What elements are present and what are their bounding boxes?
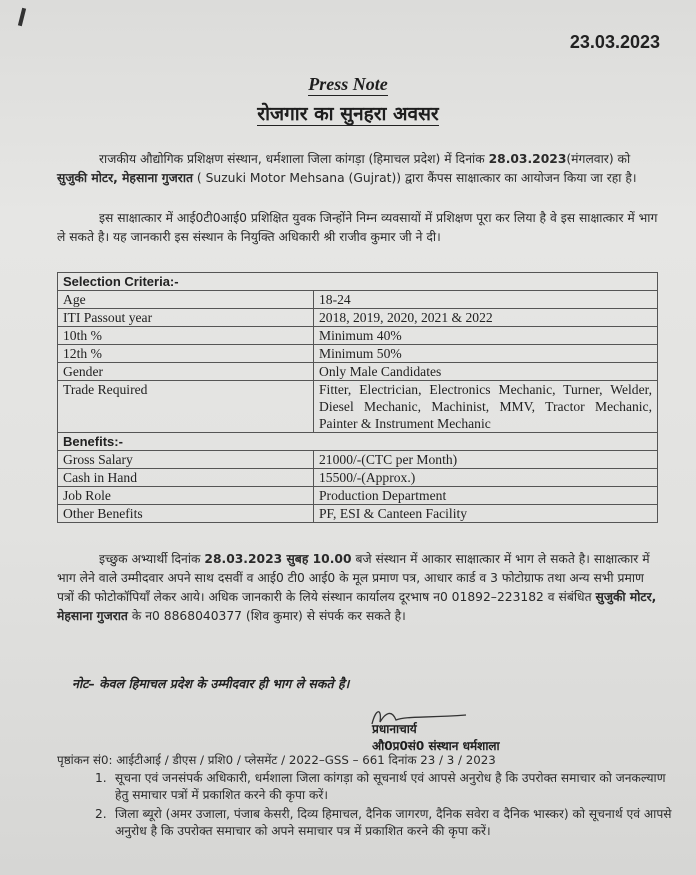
pen-mark xyxy=(18,8,26,26)
table-row xyxy=(58,469,658,487)
row-value: PF, ESI & Canteen Facility xyxy=(314,505,658,523)
list-text: सूचना एवं जनसंपर्क अधिकारी, धर्मशाला जिला कांगड़ा को सूचनार्थ एवं आपसे अनुरोध है कि उपरोक्त समाचार को जनकल्याण हेतु समाचार पत्रों में प्रकाशित करने की कृपा करें। xyxy=(115,771,666,802)
intro-text-a: राजकीय औद्योगिक प्रशिक्षण संस्थान, धर्मशाला जिला कांगड़ा (हिमाचल प्रदेश) में दिनांक xyxy=(99,152,489,166)
row-value: Fitter, Electrician, Electronics Mechanic, Turner, Welder, Diesel Mechanic, Machinist, MMV, Tractor Mechanic, Painter & Instrument Mechanic xyxy=(314,381,658,433)
eligibility-note: नोट– केवल हिमाचल प्रदेश के उम्मीदवार ही भाग ले सकते है। xyxy=(72,676,350,691)
criteria-header-row xyxy=(58,273,658,291)
benefits-header-row xyxy=(58,433,658,451)
body-text-c: के न0 8868040377 (शिव कुमार) से संपर्क कर सकते है। xyxy=(127,609,406,623)
body-date: 28.03.2023 xyxy=(204,552,283,566)
row-value: Minimum 50% xyxy=(314,345,658,363)
list-item xyxy=(95,806,675,840)
table-row xyxy=(58,505,658,523)
document-date: 23.03.2023 xyxy=(569,32,660,52)
benefits-header: Benefits:- xyxy=(58,433,658,451)
row-key: ITI Passout year xyxy=(58,309,314,327)
list-text: जिला ब्यूरो (अमर उजाला, पंजाब केसरी, दिव्य हिमाचल, दैनिक जागरण, दैनिक सवेरा व दैनिक भास्कर) को सूचनार्थ एवं आपसे अनुरोध है कि उपरोक्त समाचार को अपने समाचार पत्र में प्रकाशित करने की कृपा करें। xyxy=(115,807,672,838)
intro-paragraph-2: इस साक्षात्कार में आई0टी0आई0 प्रशिक्षित युवक जिन्होंने निम्न व्यवसायों में प्रशिक्षण पूरा कर लिया है वे इस साक्षात्कार में भाग ले सकते है। यह जानकारी इस संस्थान के नियुक्ति अधिकारी श्री राजीव कुमार जी ने दी। xyxy=(57,211,658,244)
body-time: सुबह 10.00 xyxy=(282,552,352,566)
row-value: 15500/-(Approx.) xyxy=(314,469,658,487)
criteria-header: Selection Criteria:- xyxy=(58,273,658,291)
row-key: Age xyxy=(58,291,314,309)
row-key: Trade Required xyxy=(58,381,314,433)
row-key: 10th % xyxy=(58,327,314,345)
body-text-b: बजे संस्थान में आकार साक्षात्कार में भाग ले सकते है। साक्षात्कार में भाग लेने वाले उम्मीदवार अपने साथ दसवीं व आई0 टी0 आई0 के मूल प्रमाण पत्र, आधार कार्ड व 3 फोटोग्राफ तथा अन्य सभी प्रमाण पत्रों की फोटोकॉपियाँ लेकर आये। अधिक जानकारी के लिये संस्थान कार्यालय दूरभाष न0 01892–223182 व संबंधित xyxy=(57,552,650,604)
sub-heading xyxy=(0,100,696,126)
table-row xyxy=(58,381,658,433)
row-key: Job Role xyxy=(58,487,314,505)
table-row xyxy=(58,345,658,363)
table-row xyxy=(58,291,658,309)
selection-table xyxy=(57,272,658,523)
table-row xyxy=(58,451,658,469)
table-row xyxy=(58,327,658,345)
body-company: सुजुकी मोटर, मेहसाना गुजरात xyxy=(57,590,657,623)
press-note-heading xyxy=(0,74,696,95)
row-value: 18-24 xyxy=(314,291,658,309)
list-number: 1. xyxy=(95,771,107,785)
designation: प्रधानाचार्य xyxy=(372,722,417,736)
list-number: 2. xyxy=(95,807,107,821)
press-note-heading-text: Press Note xyxy=(308,74,388,94)
table-row xyxy=(58,363,658,381)
table-row xyxy=(58,487,658,505)
row-value: Production Department xyxy=(314,487,658,505)
row-key: Cash in Hand xyxy=(58,469,314,487)
intro-text-c: ( Suzuki Motor Mehsana (Gujrat)) द्वारा कैंपस साक्षात्कार का आयोजन किया जा रहा है। xyxy=(193,171,637,185)
table-row xyxy=(58,309,658,327)
sub-heading-text: रोजगार का सुनहरा अवसर xyxy=(257,103,439,125)
row-key: Gender xyxy=(58,363,314,381)
row-key: 12th % xyxy=(58,345,314,363)
office-name: औ0प्र0सं0 संस्थान धर्मशाला xyxy=(372,739,500,753)
row-key: Other Benefits xyxy=(58,505,314,523)
reference-number: पृष्ठांकन सं0: आईटीआई / डीएस / प्रशि0 / प्लेसमेंट / 2022–GSS – 661 दिनांक 23 / 3 / 2023 xyxy=(57,753,496,767)
intro-paragraph-1 xyxy=(57,150,661,188)
body-paragraph xyxy=(57,550,661,626)
row-value: Only Male Candidates xyxy=(314,363,658,381)
row-value: 21000/-(CTC per Month) xyxy=(314,451,658,469)
intro-text-b: (मंगलवार) को xyxy=(566,152,631,166)
list-item xyxy=(95,770,675,804)
intro-company: सुजुकी मोटर, मेहसाना गुजरात xyxy=(57,171,194,185)
row-value: 2018, 2019, 2020, 2021 & 2022 xyxy=(314,309,658,327)
intro-date: 28.03.2023 xyxy=(488,152,567,166)
row-key: Gross Salary xyxy=(58,451,314,469)
body-text-a: इच्छुक अभ्यार्थी दिनांक xyxy=(99,552,205,566)
row-value: Minimum 40% xyxy=(314,327,658,345)
